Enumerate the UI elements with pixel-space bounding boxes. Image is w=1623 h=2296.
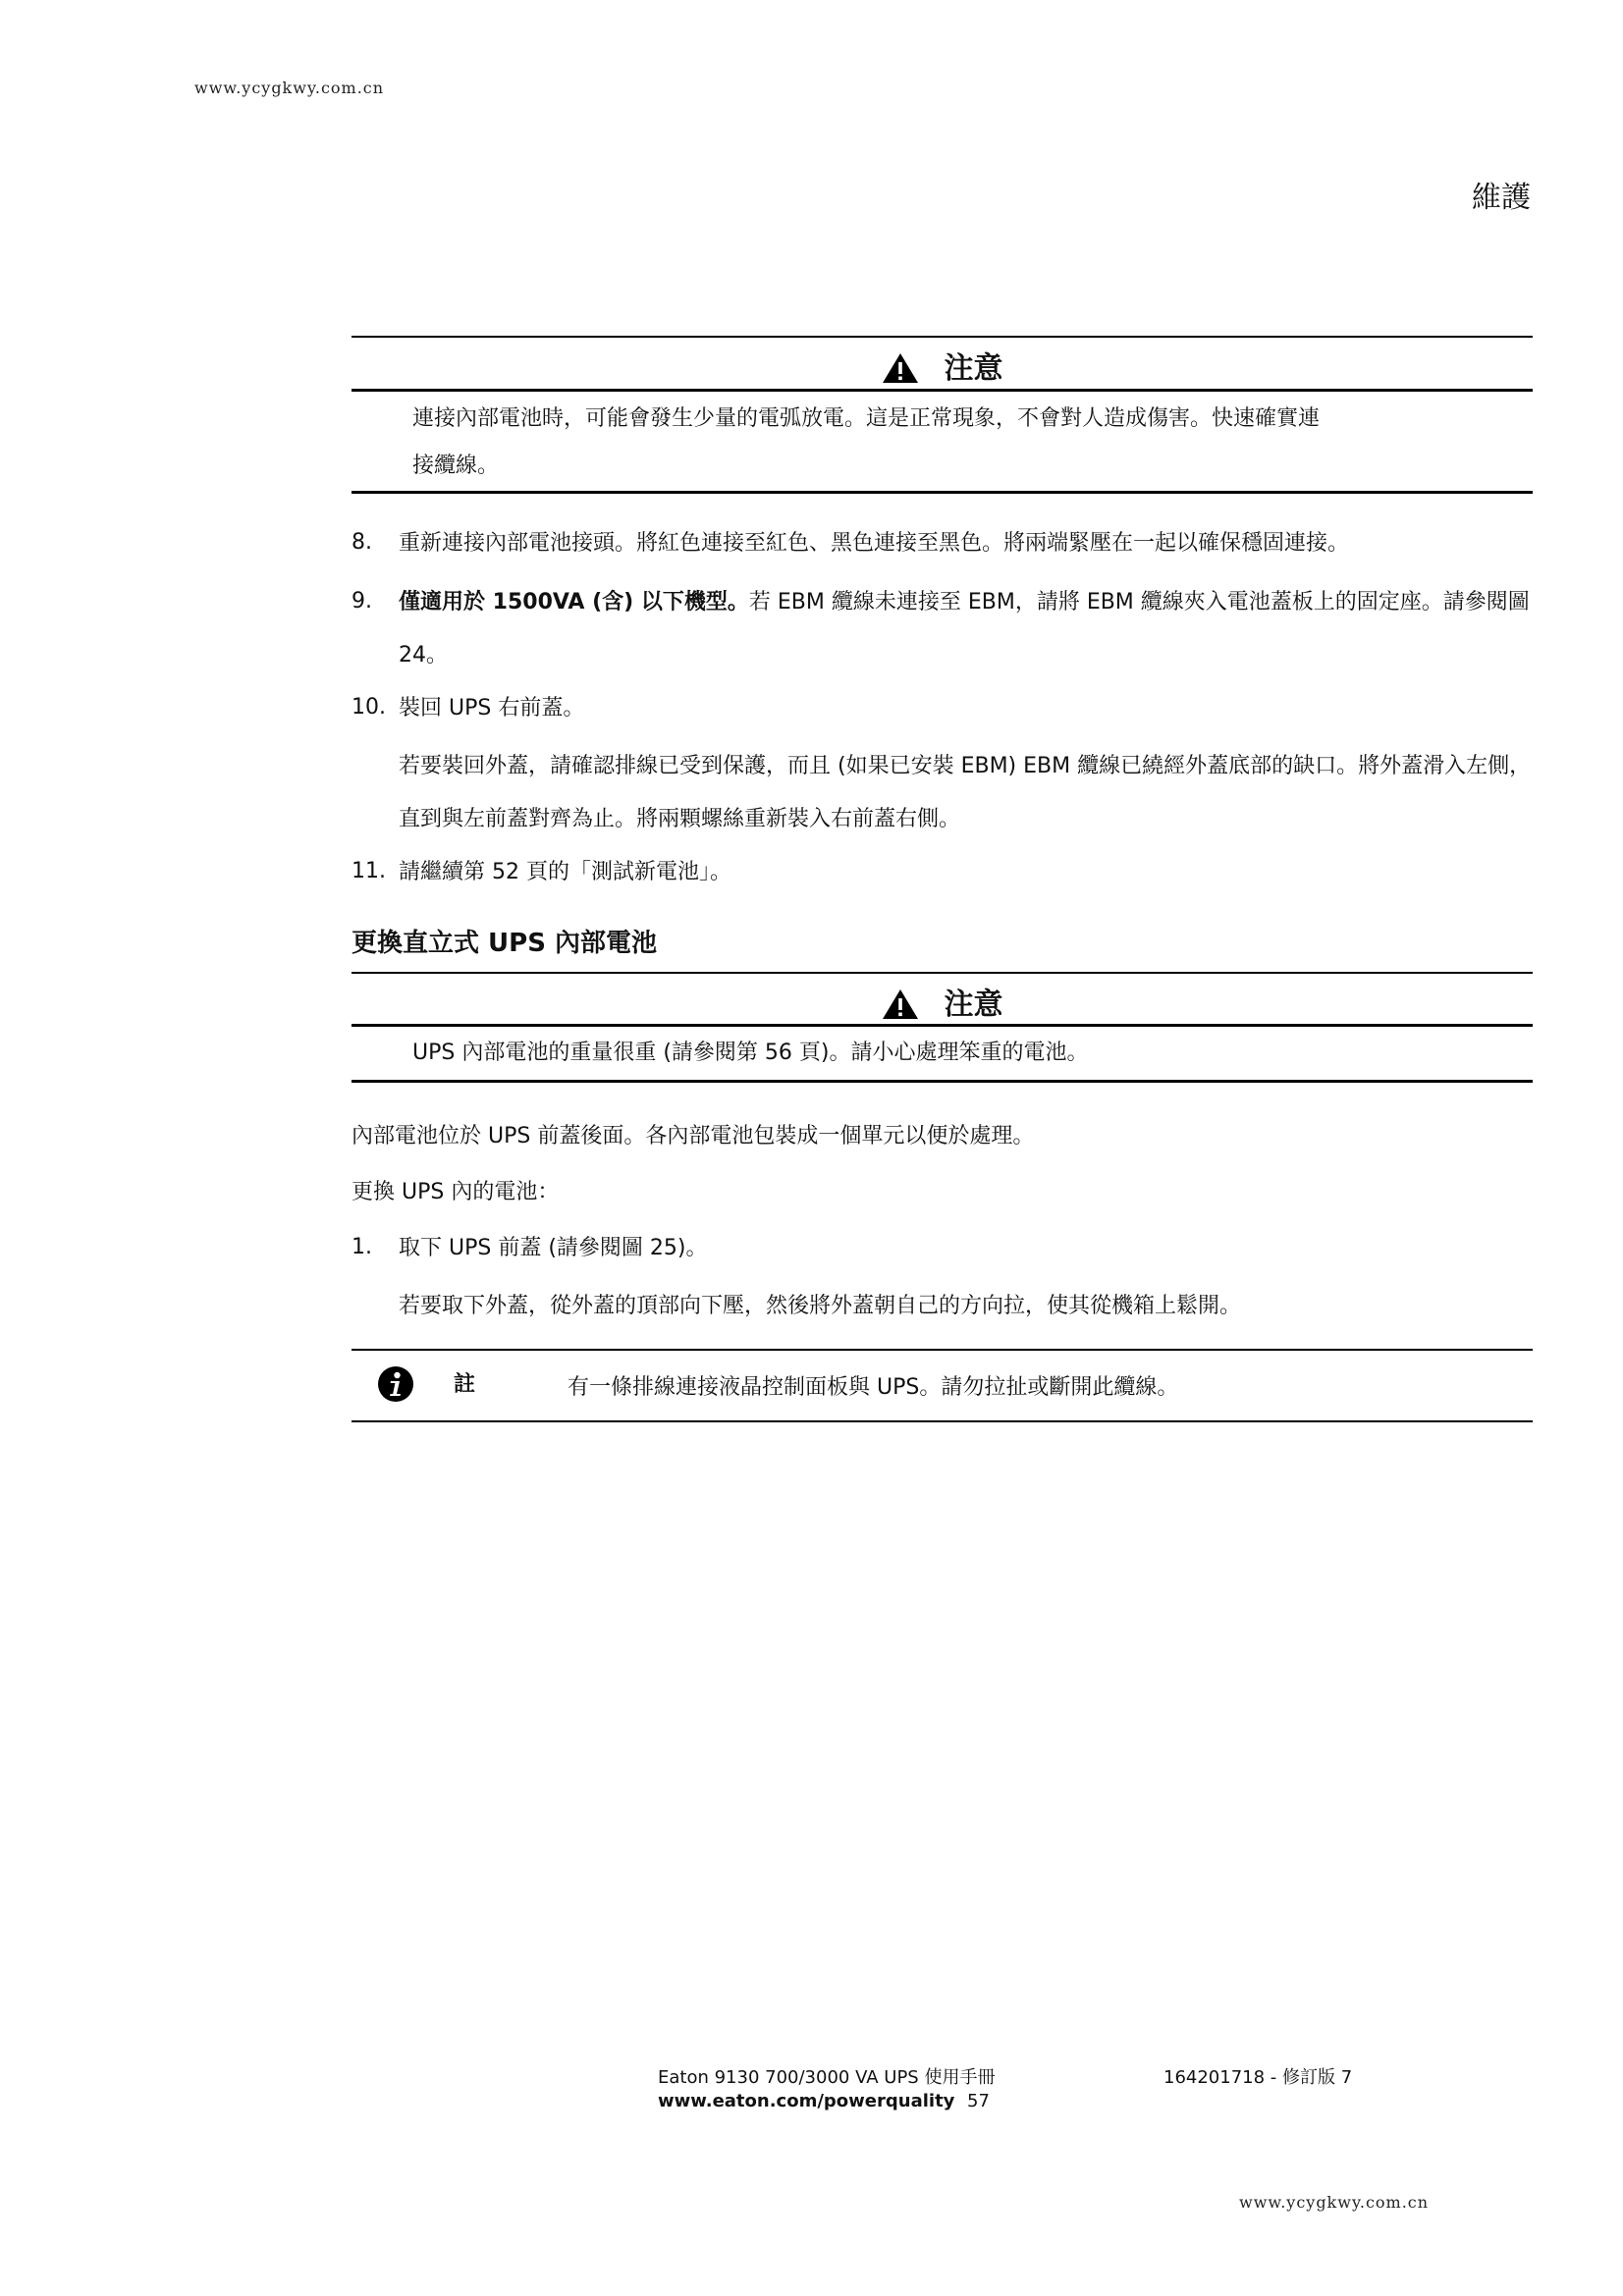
- watermark-top: www.ycygkwy.com.cn: [194, 79, 385, 97]
- step-11-number: 11.: [352, 859, 386, 883]
- caution2-bottom-rule: [352, 1080, 1533, 1083]
- caution1-mid-rule: [352, 389, 1533, 392]
- warning-icon: [882, 352, 919, 384]
- note-label: 註: [454, 1372, 476, 1397]
- note-top-rule: [352, 1349, 1533, 1351]
- step-8-number: 8.: [352, 530, 372, 555]
- footer-doc-revision: 164201718 - 修訂版 7: [1163, 2067, 1353, 2088]
- caution1-line2: 接纜線。: [412, 454, 500, 478]
- step-1-number: 1.: [352, 1235, 372, 1259]
- step-10-detail: 若要裝回外蓋，請確認排線已受到保護，而且 (如果已安裝 EBM) EBM 纜線已繞經外蓋底部的缺口。將外蓋滑入左側，直到與左前蓋對齊為止。將兩顆螺絲重新裝入右前蓋右側。: [399, 754, 1532, 831]
- step-10-number: 10.: [352, 695, 386, 720]
- caution1-title: 注意: [944, 351, 1003, 386]
- step-8-text: 重新連接內部電池接頭。將紅色連接至紅色、黑色連接至黑色。將兩端緊壓在一起以確保穩固連接。: [399, 531, 1350, 556]
- caution2-text: UPS 內部電池的重量很重 (請參閱第 56 頁)。請小心處理笨重的電池。: [412, 1041, 1089, 1065]
- step-9-text: [399, 576, 1533, 682]
- info-icon: [377, 1365, 414, 1403]
- caution2-title: 注意: [944, 988, 1003, 1022]
- warning-icon: [882, 988, 919, 1020]
- caution1-bottom-rule: [352, 491, 1533, 494]
- paragraph-2: 更換 UPS 內的電池：: [352, 1180, 560, 1204]
- subheading: 更換直立式 UPS 內部電池: [352, 929, 657, 958]
- note-text: 有一條排線連接液晶控制面板與 UPS。請勿拉扯或斷開此纜線。: [568, 1375, 1179, 1400]
- footer-page-number: 57: [967, 2091, 990, 2111]
- caution1-top-rule: [352, 336, 1533, 338]
- step-9-bold-lead: 僅適用於 1500VA (含) 以下機型。: [399, 590, 749, 614]
- caution2-top-rule: [352, 972, 1533, 974]
- step-9-number: 9.: [352, 589, 372, 614]
- step-10-text: 裝回 UPS 右前蓋。: [399, 696, 585, 721]
- paragraph-1: 內部電池位於 UPS 前蓋後面。各內部電池包裝成一個單元以便於處理。: [352, 1124, 1035, 1148]
- note-bottom-rule: [352, 1420, 1533, 1422]
- footer-manual-title: Eaton 9130 700/3000 VA UPS 使用手冊: [658, 2067, 996, 2088]
- step-1-text: 取下 UPS 前蓋 (請參閱圖 25)。: [399, 1236, 708, 1260]
- section-title: 維護: [1472, 181, 1531, 215]
- caution1-line1: 連接內部電池時，可能會發生少量的電弧放電。這是正常現象，不會對人造成傷害。快速確實連: [412, 406, 1321, 431]
- step-9-body: 若 EBM 纜線未連接至 EBM，請將 EBM 纜線夾入電池蓋板上的固定座。請參閱圖 24。: [399, 590, 1530, 667]
- step-11-text: 請繼續第 52 頁的「測試新電池」。: [399, 860, 731, 884]
- caution1-heading: [352, 344, 1533, 387]
- watermark-bottom: www.ycygkwy.com.cn: [1239, 2193, 1430, 2212]
- step-1-detail: 若要取下外蓋，從外蓋的頂部向下壓，然後將外蓋朝自己的方向拉，使其從機箱上鬆開。: [399, 1294, 1242, 1318]
- footer-url: www.eaton.com/powerquality: [658, 2091, 955, 2111]
- caution2-heading: [352, 980, 1533, 1023]
